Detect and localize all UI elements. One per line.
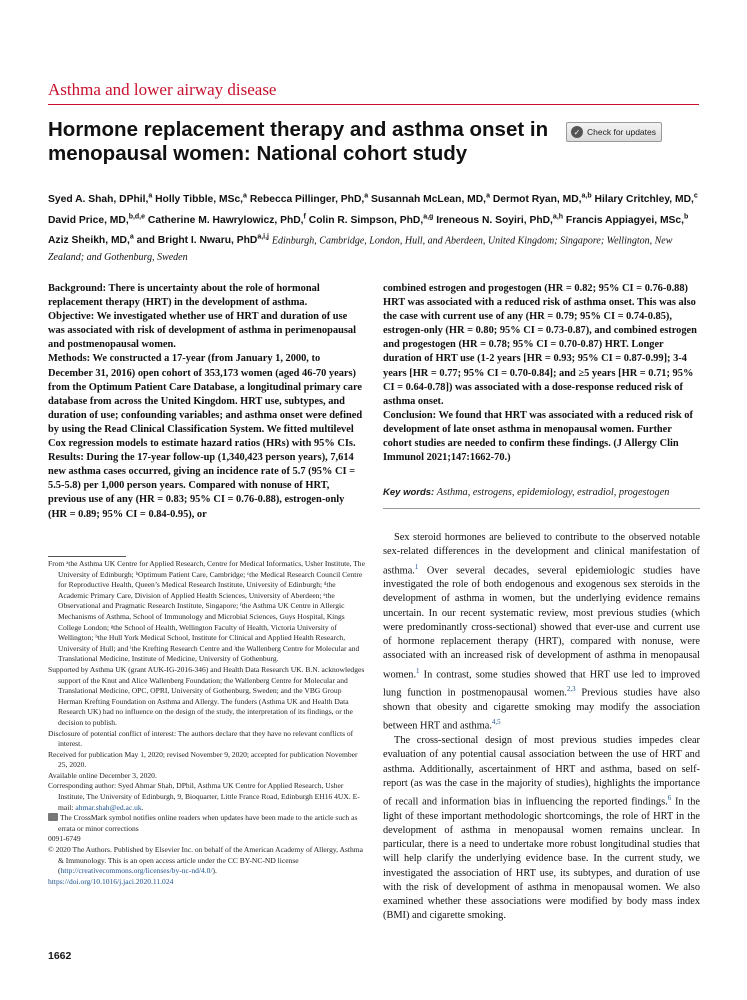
section-heading: Asthma and lower airway disease: [48, 80, 277, 99]
footnote-crossmark: The CrossMark symbol notifies online readers when updates have been made to the article such as errata or minor corrections: [48, 813, 366, 834]
body-paragraph-1: Sex steroid hormones are believed to contribute to the observed notable sex-related differences in the development and clinical manifestation of asthma.$^1$ Over several decades, several epidemiologic studies have investigated the role of both endogenous and exogenous sex steroids in the development of asthma in women, but the underlying evidence remains uncertain. In our recent systematic review, most previous studies (which were predominantly cross-sectional) showed that ever-use and current use of hormone replacement therapy (HRT), compared with nonuse, were associated with an increased risk of development of asthma in menopausal women.$^1$ In contrast, some studies showed that HRT use led to improved lung function in postmenopausal women.$^{2,3}$ Previous studies have also shown that obesity and cigarette smoking may modify the association between HRT and asthma.$^{4,5}$: [383, 532, 700, 732]
author-affiliation-marker: c: [693, 193, 698, 200]
author-locations: Edinburgh, Cambridge, London, Hull, and Aberdeen, United Kingdom; Singapore; Wellington, New Zealand; and Gothenburg, Sweden: [48, 235, 673, 264]
author-name: Holly Tibble, MSc,: [155, 194, 244, 206]
email-link[interactable]: ahmar.shah@ed.ac.uk: [75, 802, 142, 812]
abstract-results: Results: During the 17-year follow-up (1,340,423 person years), 7,614 new asthma cases occurred, giving an incidence rate of 5.7 (95% CI = 5.5-5.8) per 1,000 person years. Compared with nonuse of HRT, previous use of any (HR = 0.83; 95% CI = 0.76-0.88), estrogen-only (HR = 0.89; 95% CI = 0.84-0.95), or: [48, 452, 356, 520]
author-affiliation-marker: a,i,j: [257, 233, 269, 241]
citation-ref[interactable]: 1: [416, 666, 420, 675]
author-name: David Price, MD,: [48, 214, 129, 226]
footnote-received: Received for publication May 1, 2020; revised November 9, 2020; accepted for publication November 25, 2020.: [48, 749, 358, 770]
footnote-divider: [48, 556, 126, 557]
keywords-label: Key words:: [383, 487, 435, 498]
check-for-updates-label: Check for updates: [587, 127, 656, 137]
abstract-conclusion: Conclusion: We found that HRT was associated with a reduced risk of development of late onset asthma in menopausal women. Further cohort studies are needed to confirm these findings. (J Allergy Clin Immunol 2021;147:1662-70.): [383, 409, 693, 464]
author-name: Susannah McLean, MD,: [371, 194, 487, 206]
author-name: Hilary Critchley, MD,: [594, 194, 694, 206]
author-name: Syed A. Shah, DPhil,: [48, 194, 149, 206]
citation-ref[interactable]: 6: [667, 794, 672, 802]
footnote-copyright: © 2020 The Authors. Published by Elsevier Inc. on behalf of the American Academy of Allergy, Asthma & Immunology. This is an open access article under the CC BY-NC-ND license (http://creativecommons.org/licenses/by-nc-nd/4.0/).: [48, 845, 363, 876]
author-affiliation-marker: b,d,e: [128, 213, 146, 221]
section-divider: [48, 104, 699, 105]
author-affiliation-marker: a: [129, 233, 134, 241]
abstract-results-cont: combined estrogen and progestogen (HR = 0.82; 95% CI = 0.76-0.88) HRT was associated with a reduced risk of asthma onset. This was also the case with current use of any (HR = 0.79; 95% CI = 0.74-0.85), estrogen-only (HR = 0.80; 95% CI = 0.73-0.87), and combined estrogen and progestogen (HR = 0.78; 95% CI = 0.70-0.87) HRT. Longer duration of HRT use (1-2 years [HR = 0.93; 95% CI = 0.87-0.99]; 3-4 years [HR = 0.77; 95% CI = 0.70-0.84]; and ≥5 years [HR = 0.71; 95% CI = 0.64-0.78]) was associated with a dose-response reduced risk of asthma onset.: [383, 283, 697, 407]
author-affiliation-marker: a,h: [552, 213, 564, 221]
article-title: Hormone replacement therapy and asthma onset in menopausal women: National cohort study: [48, 118, 549, 165]
author-name: Francis Appiagyei, MSc,: [565, 214, 684, 226]
license-link[interactable]: http://creativecommons.org/licenses/by-nc-nd/4.0/: [60, 866, 213, 876]
citation-ref[interactable]: 2,3: [566, 685, 576, 694]
abstract-left-column: [48, 282, 365, 522]
page-number: 1662: [48, 950, 72, 962]
footnotes: [48, 559, 366, 887]
author-affiliation-marker: a,g: [423, 213, 434, 221]
abstract-right-column: [383, 282, 700, 465]
footnote-doi: [48, 877, 366, 888]
author-list: [48, 188, 711, 266]
body-paragraph-2: The cross-sectional design of most previous studies impedes clear evaluation of any potential causal association between the use of HRT and asthma. Additionally, ascertainment of HRT and asthma, based on self-report (as was the case in the majority of studies), highlights the importance of recall and information bias in influencing the reported findings.$^6$ In the light of these important methodologic shortcomings, the role of HRT in the development of asthma in menopausal women remains unclear. In particular, there is a need to undertake more robust longitudinal studies that will help clarify the underlying evidence base. In the current study, we investigated the association of HRT use, its subtypes, and duration of use with the risk of development of asthma in menopausal women. We also examined whether these associations were modified by body mass index (BMI) and cigarette smoking.: [383, 735, 700, 922]
footnote-online: Available online December 3, 2020.: [48, 770, 157, 780]
author-name: Dermot Ryan, MD,: [492, 194, 582, 206]
keywords: [383, 487, 700, 498]
author-affiliation-marker: a: [364, 193, 369, 200]
abstract-background: Background: There is uncertainty about the role of hormonal replacement therapy (HRT) in the development of asthma.: [48, 283, 320, 309]
citation-ref[interactable]: 4,5: [491, 718, 501, 727]
author-name: Ireneous N. Soyiri, PhD,: [436, 214, 553, 226]
footnote-affiliations: From ᵃthe Asthma UK Centre for Applied Research, Centre for Medical Informatics, Usher Institute, The University of Edinburgh; ᵇOptimum Patient Care, Cambridge; ᶜthe Medical Research Council Centre for Reproductive Health, Queen’s Medical Research Institute, University of Edinburgh; ᵈthe Academic Primary Care, Division of Applied Health Sciences, University of Aberdeen; ᵉthe Observational and Pragmatic Research Institute, Singapore; ᶠthe Asthma UK Centre in Allergic Mechanisms of Asthma, School of Immunology and Microbial Sciences, Guys Hospital, Kings College London; ᵍthe School of Health, Wellington Faculty of Health, Victoria University of Wellington; ʰthe Hull York Medical School, Institute for Clinical and Applied Health Research, University of Hull; and ⁱthe Krefting Research Centre and ʲthe Wallenberg Centre for Molecular and Translational Medicine, Institute of Medicine, University of Gothenburg.: [48, 559, 365, 664]
author-name: Rebecca Pillinger, PhD,: [249, 194, 365, 206]
author-affiliation-marker: a: [148, 193, 153, 200]
check-for-updates-button[interactable]: [566, 122, 662, 142]
article-body: [383, 531, 700, 924]
author-affiliation-marker: b: [684, 213, 689, 221]
author-affiliation-marker: a: [486, 193, 490, 200]
abstract-methods: Methods: We constructed a 17-year (from January 1, 2000, to December 31, 2016) open cohort of 353,173 women (aged 46-70 years) from the Optimum Patient Care Database, a longitudinal primary care database from across the United Kingdom. HRT use, subtypes, and duration of use; confounding variables; and asthma onset were defined by using the Read Clinical Classification System. We fitted multilevel Cox regression models to estimate hazard ratios (HRs) with 95% CIs.: [48, 353, 363, 450]
footnote-issn: 0091-6749: [48, 834, 81, 844]
author-name: Catherine M. Hawrylowicz, PhD,: [147, 214, 304, 226]
author-name: Aziz Sheikh, MD,: [48, 235, 130, 247]
author-affiliation-marker: a: [243, 193, 247, 200]
footnote-disclosure: Disclosure of potential conflict of interest: The authors declare that they have no relevant conflicts of interest.: [48, 728, 354, 749]
footnote-support: Supported by Asthma UK (grant AUK-IG-2016-346) and Health Data Research UK. B.N. acknowledges support of the Knut and Alice Wallenberg Foundation; the Wallenberg Centre for Molecular and Translational Medicine, OPC, OPRI, University of Gothenburg, Sweden; and the VBG Group Herman Krefting Foundation on Asthma and Allergy. The funders (Asthma UK and Health Data Research UK) had no influence on the design of the study, the interpretation of its findings, or the decision to publish.: [48, 664, 365, 727]
citation-ref[interactable]: 1: [414, 562, 419, 571]
crossmark-icon: ✓: [571, 126, 583, 138]
crossmark-small-icon: [48, 813, 58, 821]
author-name: and Bright I. Nwaru, PhD: [136, 235, 258, 247]
footnote-corresponding: Corresponding author: Syed Ahmar Shah, DPhil, Asthma UK Centre for Applied Research, Usher Institute, The University of Edinburgh, 9, Bioquarter, Little France Road, Edinburgh EH16 4UX. E-mail: ahmar.shah@ed.ac.uk.: [48, 781, 360, 812]
keywords-divider: [383, 508, 700, 509]
author-affiliation-marker: a,b: [581, 193, 592, 200]
abstract-objective: Objective: We investigated whether use of HRT and duration of use was associated with risk of development of asthma in perimenopausal and postmenopausal women.: [48, 311, 356, 351]
author-affiliation-marker: f: [303, 213, 306, 221]
author-name: Colin R. Simpson, PhD,: [308, 214, 424, 226]
keywords-value: Asthma, estrogens, epidemiology, estradiol, progestogen: [436, 487, 670, 498]
doi-link[interactable]: https://doi.org/10.1016/j.jaci.2020.11.024: [48, 876, 174, 886]
